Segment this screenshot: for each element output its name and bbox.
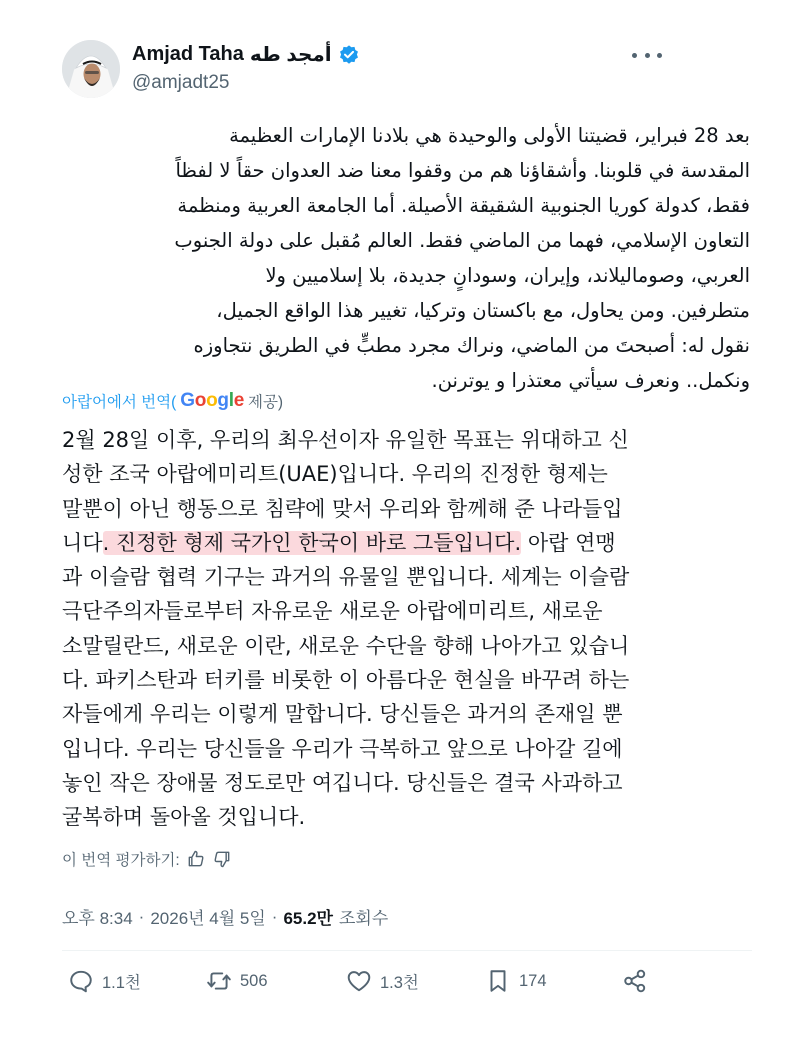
arabic-line: ونكمل.. ونعرف سيأتي معتذرا و يوترنن. <box>431 369 750 392</box>
views-count: 65.2만 <box>283 909 333 928</box>
more-dot-icon <box>657 53 662 58</box>
thumbs-up-icon[interactable] <box>186 849 206 869</box>
share-button[interactable] <box>622 968 648 994</box>
share-icon <box>622 968 648 994</box>
arabic-line: متطرفين. ومن يحاول، مع باكستان وتركيا، تغيير هذا الواقع الجميل، <box>216 299 750 322</box>
korean-line: 굴복하며 돌아올 것입니다. <box>62 805 306 830</box>
arabic-line: نقول له: أصبحتَ من الماضي، ونراك مجرد مطبٍّ في الطريق نتجاوزه <box>193 334 750 357</box>
retweet-icon <box>206 968 232 994</box>
more-dot-icon <box>632 53 637 58</box>
author-name-row <box>132 42 360 67</box>
arabic-line: المقدسة في قلوبنا. وأشقاؤنا هم من وقفوا معنا ضد العدوان حقاً لا لفظاً <box>175 159 750 182</box>
thumbs-down-icon[interactable] <box>212 849 232 869</box>
more-dot-icon <box>645 53 650 58</box>
like-count: 1.3천 <box>380 974 419 992</box>
arabic-line: فقط، كدولة كوريا الجنوبية الشقيقة الأصيلة. أما الجامعة العربية ومنظمة <box>177 194 750 217</box>
bookmark-button[interactable] <box>485 968 547 994</box>
korean-line: 자들에게 우리는 이렇게 말합니다. 당신들은 과거의 존재일 뿐 <box>62 702 623 727</box>
more-options-button[interactable] <box>632 44 662 66</box>
retweet-count: 506 <box>240 971 268 990</box>
korean-line: 놓인 작은 장애물 정도로만 여깁니다. 당신들은 결국 사과하고 <box>62 770 623 795</box>
korean-line: 말뿐이 아닌 행동으로 침략에 맞서 우리와 함께해 준 나라들입 <box>62 496 623 521</box>
arabic-line: العربي، وصوماليلاند، وإيران، وسودانٍ جديدة، بلا إسلاميين ولا <box>265 264 750 287</box>
reply-button[interactable] <box>68 968 141 994</box>
tweet-time[interactable]: 오후 8:34 <box>62 909 133 928</box>
korean-line: 다. 파키스탄과 터키를 비롯한 이 아름다운 현실을 바꾸려 하는 <box>62 668 630 693</box>
korean-line: 성한 조국 아랍에미리트(UAE)입니다. 우리의 진정한 형제는 <box>62 462 608 487</box>
tweet-meta <box>62 904 388 929</box>
korean-line <box>62 526 762 560</box>
translated-from-label: 아랍어에서 번역( <box>62 394 177 411</box>
heart-icon <box>346 968 372 994</box>
korean-line: 극단주의자들로부터 자유로운 새로운 아랍에미리트, 새로운 <box>62 599 603 624</box>
avatar-icon <box>62 40 120 98</box>
korean-segment: 아랍 연맹 <box>521 530 616 555</box>
korean-line: 입니다. 우리는 당신들을 우리가 극복하고 앞으로 나아갈 길에 <box>62 736 623 761</box>
korean-line: 2월 28일 이후, 우리의 최우선이자 유일한 목표는 위대하고 신 <box>62 428 629 452</box>
rate-translation <box>62 848 232 870</box>
author-arabic-name[interactable]: أمجد طه <box>249 44 332 66</box>
divider <box>62 950 752 951</box>
tweet-translated-text <box>62 423 762 835</box>
retweet-button[interactable] <box>206 968 268 994</box>
avatar[interactable] <box>62 40 120 98</box>
arabic-line: التعاون الإسلامي، فهما من الماضي فقط. العالم مُقبل على دولة الجنوب <box>174 229 750 252</box>
korean-line: 과 이슬람 협력 기구는 과거의 유물일 뿐입니다. 세계는 이슬람 <box>62 565 630 590</box>
tweet-original-text <box>56 118 750 398</box>
arabic-line: بعد 28 فبراير، قضيتنا الأولى والوحيدة هي بلادنا الإمارات العظيمة <box>229 124 750 147</box>
action-bar <box>0 968 810 1008</box>
bookmark-icon <box>485 968 511 994</box>
author-handle[interactable]: @amjadt25 <box>132 72 230 93</box>
korean-line: 소말릴란드, 새로운 이란, 새로운 수단을 향해 나아가고 있습니 <box>62 633 630 658</box>
views-label: 조회수 <box>338 909 389 928</box>
reply-icon <box>68 968 94 994</box>
korean-segment: 니다 <box>62 530 103 555</box>
meta-separator: · <box>271 906 278 926</box>
highlighted-text: . 진정한 형제 국가인 한국이 바로 그들입니다. <box>102 530 522 555</box>
reply-count: 1.1천 <box>102 974 141 992</box>
verified-badge-icon <box>338 44 360 66</box>
like-button[interactable] <box>346 968 419 994</box>
translation-notice[interactable] <box>62 390 283 412</box>
bookmark-count: 174 <box>519 971 547 990</box>
google-logo: Google <box>180 390 244 411</box>
author-name[interactable]: Amjad Taha <box>132 43 244 65</box>
tweet-date[interactable]: 2026년 4월 5일 <box>150 909 266 928</box>
rate-translation-label: 이 번역 평가하기: <box>62 852 180 869</box>
meta-separator: · <box>138 906 145 926</box>
provided-label: 제공) <box>247 394 284 411</box>
